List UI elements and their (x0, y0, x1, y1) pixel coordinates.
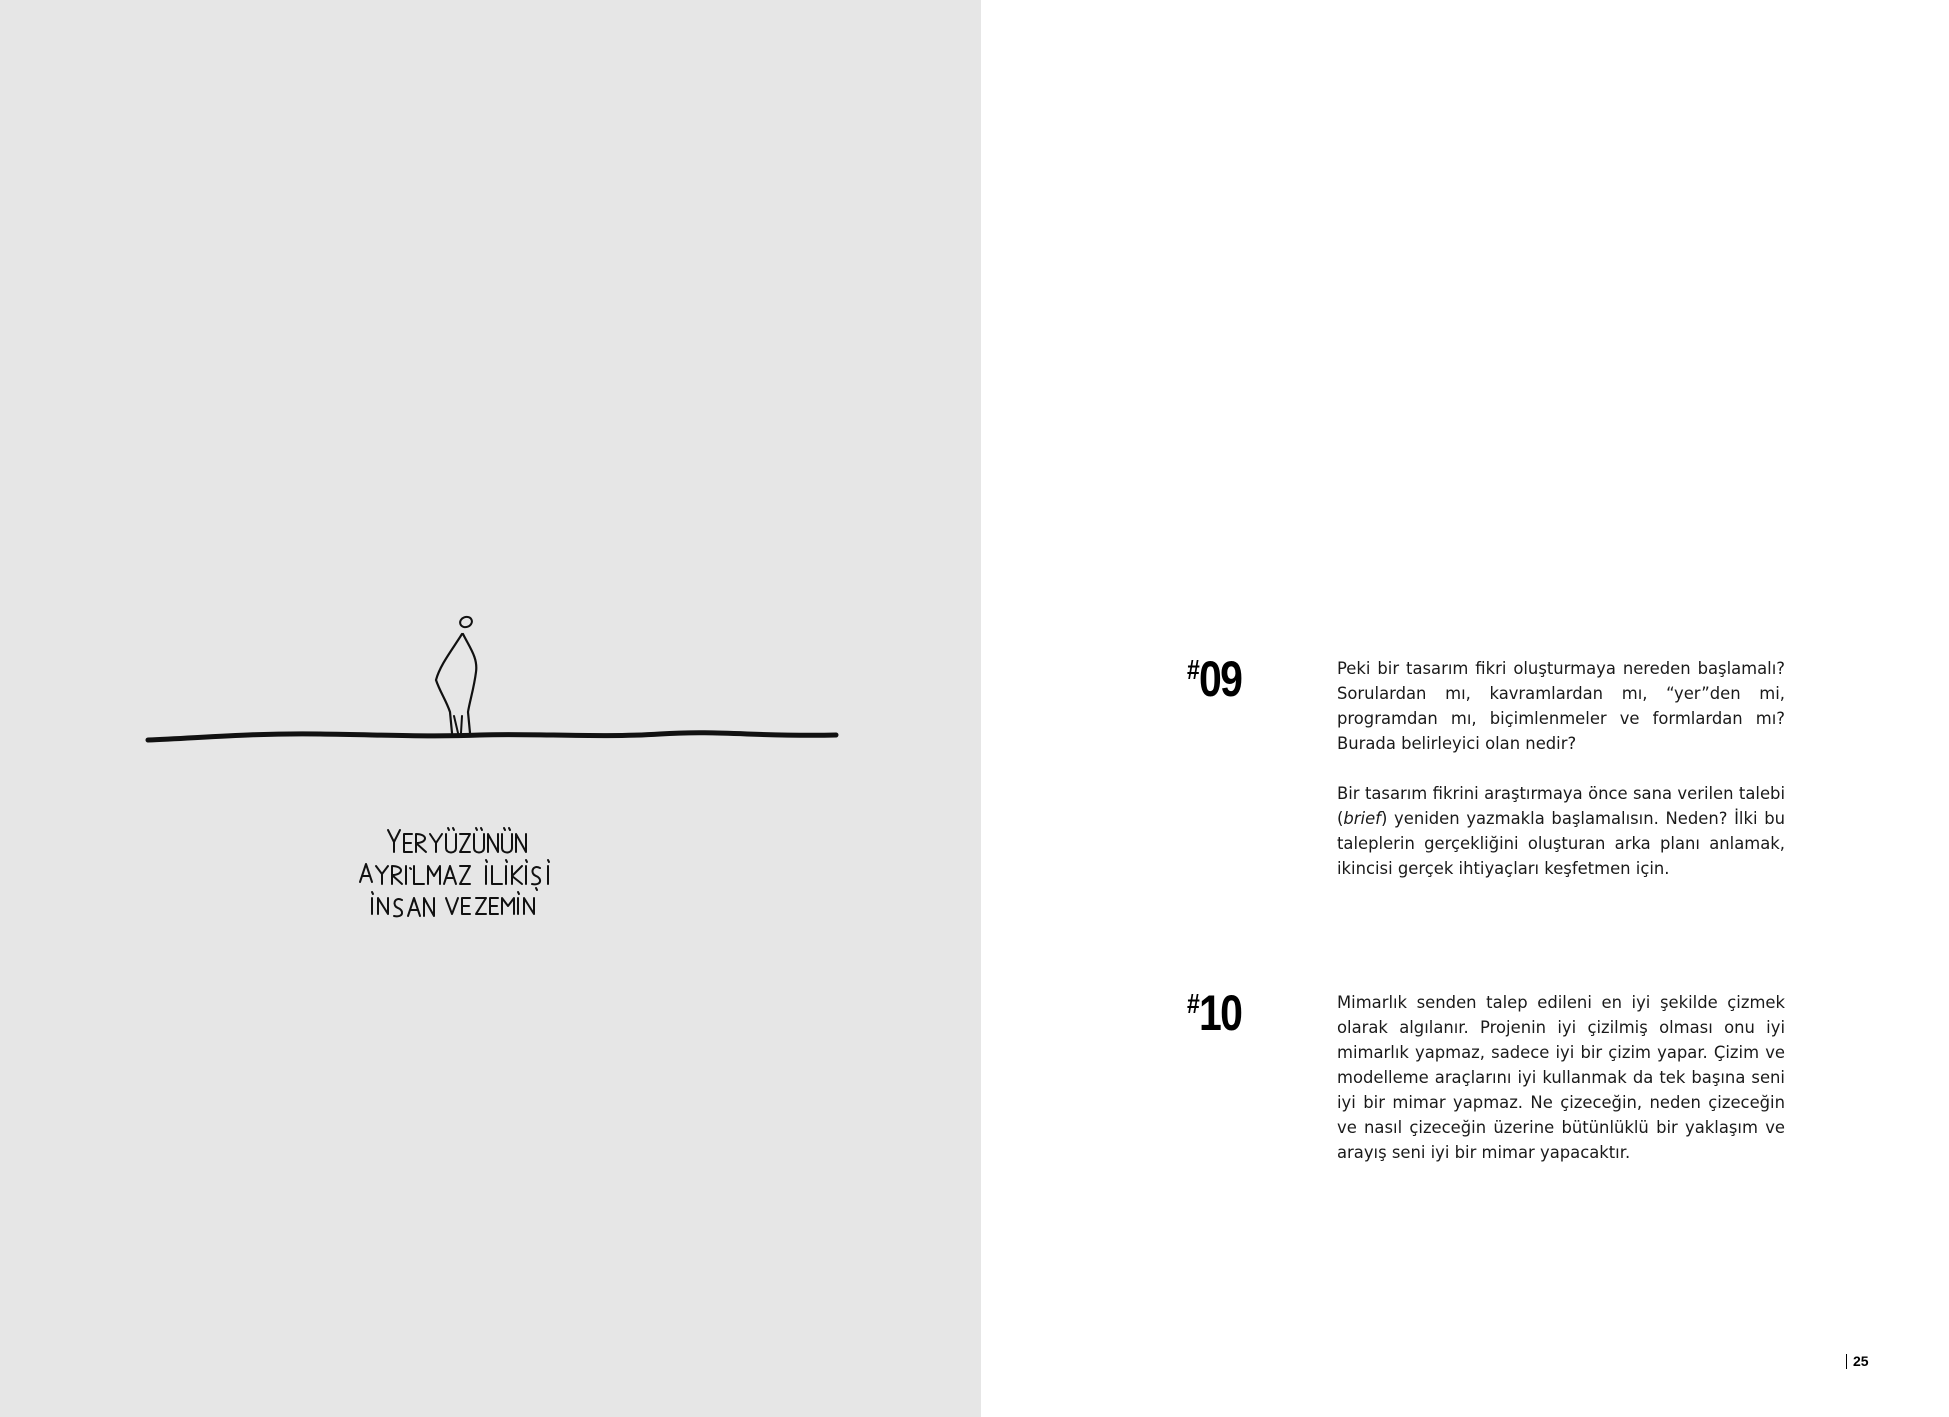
figure-head (459, 615, 474, 629)
ground-line (148, 733, 836, 740)
section-10-paragraph-1: Mimarlık senden talep edileni en iyi şekilde çizmek olarak algılanır. Projenin iyi çizilmiş olması onu iyi mimarlık yapmaz, sadece iyi bir çizim yapar. Çizim ve modelleme araçlarını iyi kullanmak da tek başına seni iyi bir mimar yapmaz. Ne çizeceğin, neden çizeceğin ve nasıl çizeceğin üzerine bütünlüklü bir yaklaşım ve arayış seni iyi bir mimar yapacaktır. (1337, 993, 1785, 1162)
section-number-09 (1187, 651, 1242, 707)
section-number-value: 10 (1198, 985, 1242, 1041)
figure-body (436, 634, 462, 733)
hash-symbol: # (1187, 988, 1199, 1019)
page-number: 25 (1846, 1354, 1869, 1369)
section-09-paragraph-1: Peki bir tasarım fikri oluşturmaya nereden başlamalı? Sorulardan mı, kavramlardan mı, “yer”den mi, programdan mı, biçimlenmeler ve formlardan mı? Burada belirleyici olan nedir? (1337, 659, 1785, 753)
hash-symbol: # (1187, 654, 1199, 685)
handwritten-caption-strokes (360, 828, 549, 916)
section-09-paragraph-2: Bir tasarım fikrini araştırmaya önce sana verilen talebi (brief) yeniden yazmakla başlamalısın. Neden? İlki bu taleplerin gerçekliğini oluşturan arka planı anlamak, ikincisi gerçek ihtiyaçları keşfetmen için. (1337, 784, 1785, 878)
section-number-10 (1187, 985, 1242, 1041)
brief-term: brief (1343, 809, 1381, 828)
section-10-text (1337, 990, 1785, 1165)
section-number-value: 09 (1198, 651, 1242, 707)
section-09-text (1337, 656, 1785, 881)
